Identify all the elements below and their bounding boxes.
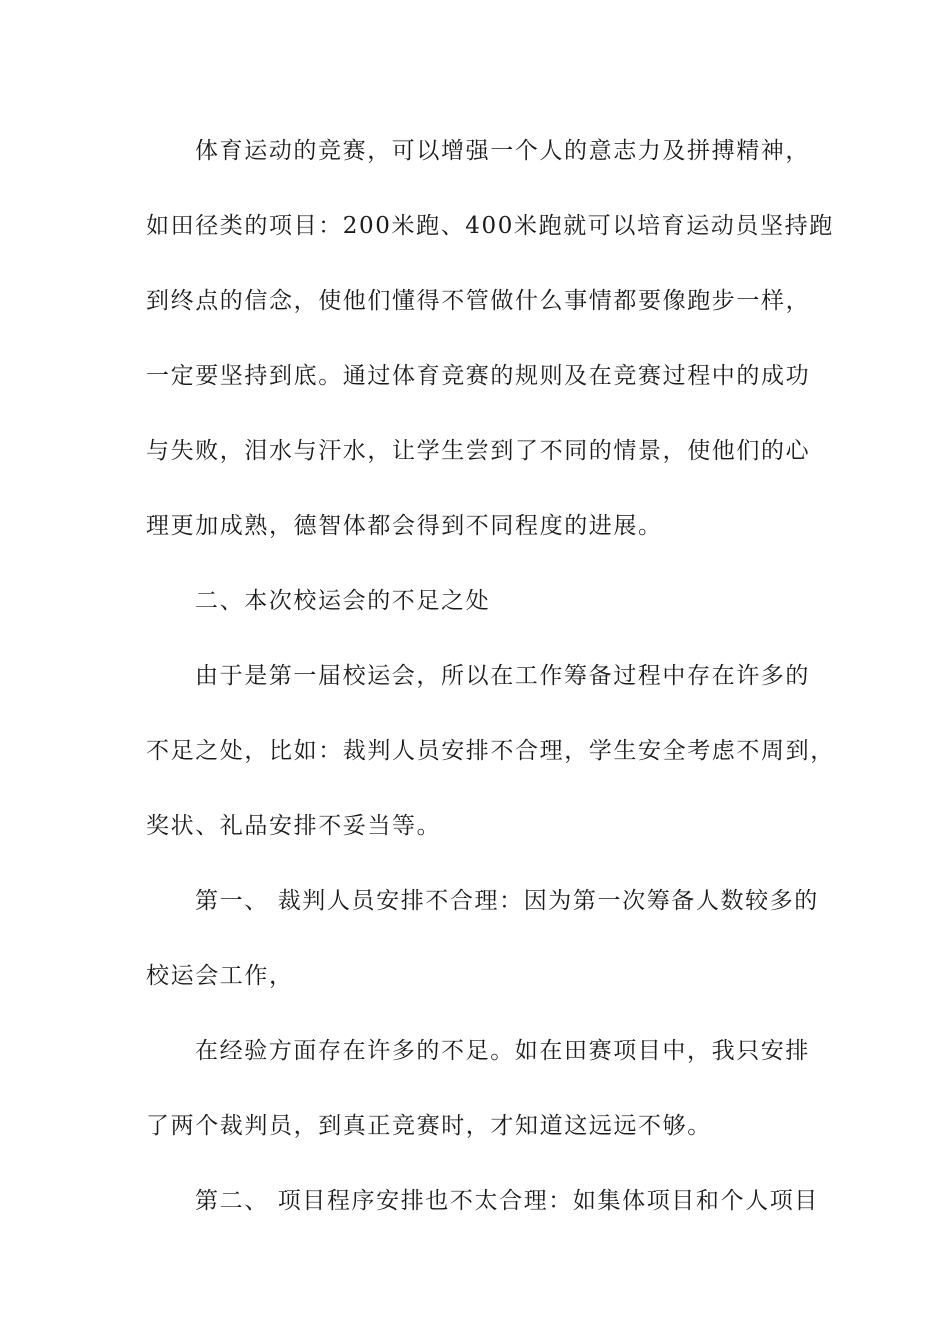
paragraph-line: 在经验方面存在许多的不足。如在田赛项目中，我只安排 [195,1038,810,1064]
paragraph-line: 不足之处，比如：裁判人员安排不合理，学生安全考虑不周到， [146,738,835,764]
paragraph-line: 了两个裁判员，到真正竞赛时，才知道这远远不够。 [146,1113,712,1139]
paragraph-line: 如田径类的项目：200米跑、400米跑就可以培育运动员坚持跑 [146,213,834,239]
paragraph-line: 奖状、礼品安排不妥当等。 [146,813,442,839]
paragraph-line: 理更加成熟，德智体都会得到不同程度的进展。 [146,513,663,539]
paragraph-line: 第一、 裁判人员安排不合理：因为第一次筹备人数较多的 [195,888,819,914]
paragraph-line: 到终点的信念，使他们懂得不管做什么事情都要像跑步一样， [146,288,811,314]
paragraph-line: 一定要坚持到底。通过体育竞赛的规则及在竞赛过程中的成功 [146,363,811,389]
paragraph-line: 第二、 项目程序安排也不太合理：如集体项目和个人项目 [195,1188,819,1214]
paragraph-line: 与失败，泪水与汗水，让学生尝到了不同的情景，使他们的心 [146,438,811,464]
paragraph-line: 由于是第一届校运会，所以在工作筹备过程中存在许多的 [195,663,810,689]
paragraph-line: 校运会工作， [146,963,294,989]
paragraph-line: 体育运动的竞赛，可以增强一个人的意志力及拼搏精神， [195,138,810,164]
section-heading: 二、本次校运会的不足之处 [195,588,491,614]
